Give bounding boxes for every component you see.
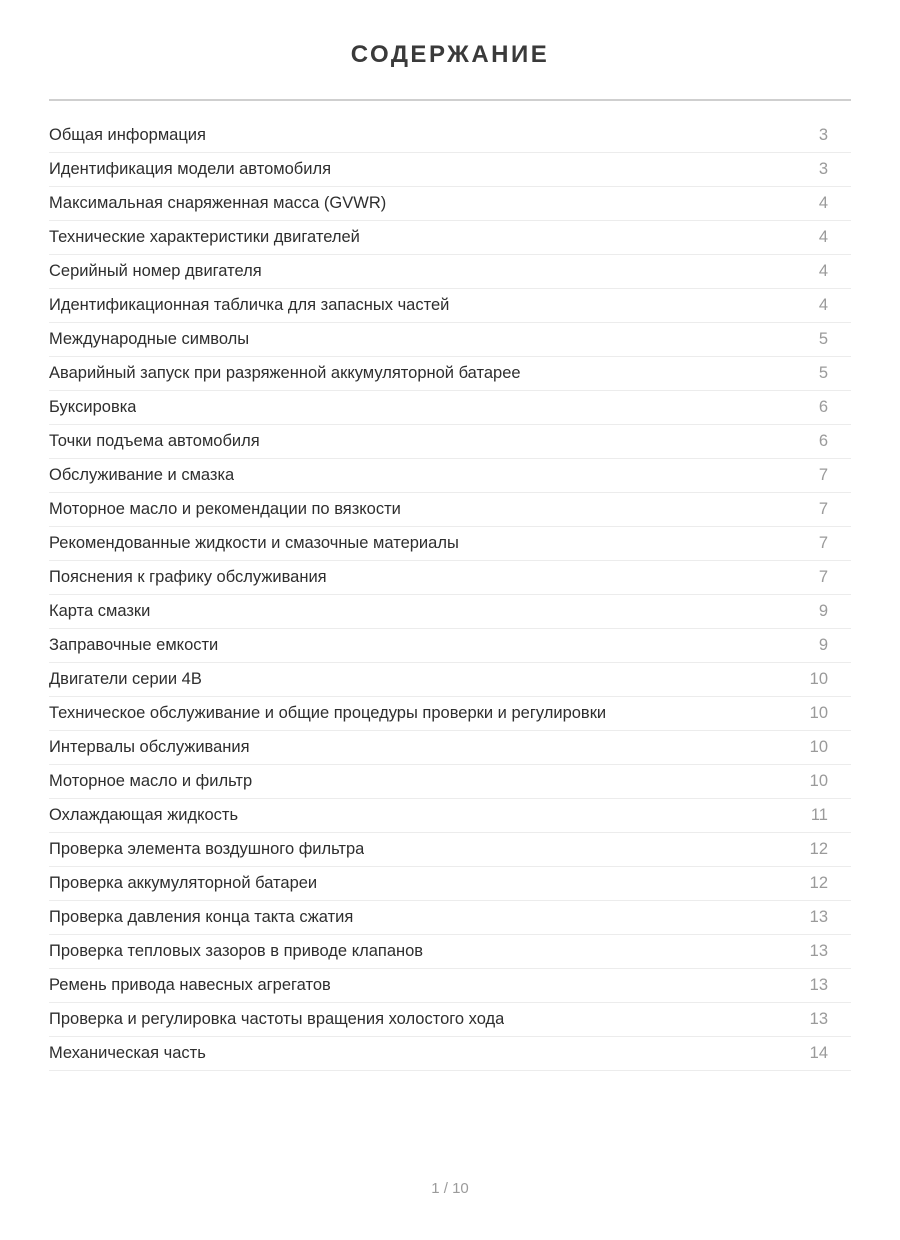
toc-entry-page: 13 <box>809 976 828 994</box>
toc-row[interactable] <box>49 119 851 153</box>
toc-entry-title: Механическая часть <box>49 1044 206 1062</box>
toc-entry-title: Проверка элемента воздушного фильтра <box>49 840 365 858</box>
toc-row[interactable] <box>49 391 851 425</box>
toc-entry-page: 12 <box>809 840 828 858</box>
toc-entry-page: 7 <box>818 500 828 518</box>
toc-row[interactable] <box>49 289 851 323</box>
toc-entry-page: 10 <box>809 772 828 790</box>
toc-entry-page: 13 <box>809 1010 828 1028</box>
toc-entry-title: Технические характеристики двигателей <box>49 228 360 246</box>
toc-entry-page: 10 <box>809 738 828 756</box>
toc-entry-page: 9 <box>818 636 828 654</box>
toc-row[interactable] <box>49 221 851 255</box>
toc-row[interactable] <box>49 153 851 187</box>
toc-entry-page: 10 <box>809 704 828 722</box>
toc-entry-page: 12 <box>809 874 828 892</box>
toc-entry-title: Проверка давления конца такта сжатия <box>49 908 354 926</box>
toc-row[interactable] <box>49 1037 851 1071</box>
toc-entry-page: 4 <box>818 262 828 280</box>
toc-entry-title: Охлаждающая жидкость <box>49 806 239 824</box>
toc-entry-title: Техническое обслуживание и общие процедуры проверки и регулировки <box>49 704 607 722</box>
toc-entry-title: Интервалы обслуживания <box>49 738 250 756</box>
toc-entry-title: Буксировка <box>49 398 137 416</box>
toc-row[interactable] <box>49 595 851 629</box>
toc-entry-page: 4 <box>818 194 828 212</box>
toc-entry-page: 10 <box>809 670 828 688</box>
toc-row[interactable] <box>49 561 851 595</box>
toc-entry-title: Общая информация <box>49 126 206 144</box>
toc-entry-page: 13 <box>809 942 828 960</box>
toc-row[interactable] <box>49 493 851 527</box>
toc-row[interactable] <box>49 323 851 357</box>
toc-entry-page: 3 <box>818 126 828 144</box>
title-divider <box>49 99 851 101</box>
toc-entry-page: 7 <box>818 568 828 586</box>
toc-row[interactable] <box>49 765 851 799</box>
toc-row[interactable] <box>49 629 851 663</box>
toc-entry-title: Аварийный запуск при разряженной аккумуляторной батарее <box>49 364 521 382</box>
toc-entry-page: 6 <box>818 432 828 450</box>
toc-entry-title: Моторное масло и фильтр <box>49 772 253 790</box>
toc-entry-title: Ремень привода навесных агрегатов <box>49 976 331 994</box>
toc-entry-page: 4 <box>818 296 828 314</box>
toc-entry-page: 6 <box>818 398 828 416</box>
page-indicator: 1 / 10 <box>431 1180 469 1197</box>
toc-entry-page: 7 <box>818 534 828 552</box>
toc-list <box>49 119 851 1071</box>
toc-entry-title: Проверка тепловых зазоров в приводе клапанов <box>49 942 424 960</box>
toc-row[interactable] <box>49 255 851 289</box>
toc-entry-title: Идентификационная табличка для запасных частей <box>49 296 450 314</box>
toc-row[interactable] <box>49 425 851 459</box>
toc-entry-page: 14 <box>809 1044 828 1062</box>
toc-entry-title: Проверка аккумуляторной батареи <box>49 874 318 892</box>
page-title: СОДЕРЖАНИЕ <box>350 41 550 68</box>
toc-entry-title: Максимальная снаряженная масса (GVWR) <box>49 194 387 212</box>
toc-entry-page: 3 <box>818 160 828 178</box>
toc-entry-page: 5 <box>818 364 828 382</box>
toc-entry-page: 11 <box>810 806 828 824</box>
toc-row[interactable] <box>49 969 851 1003</box>
document-page <box>0 40 900 1240</box>
toc-row[interactable] <box>49 833 851 867</box>
toc-entry-title: Точки подъема автомобиля <box>49 432 260 450</box>
toc-row[interactable] <box>49 187 851 221</box>
toc-entry-title: Рекомендованные жидкости и смазочные материалы <box>49 534 459 552</box>
toc-row[interactable] <box>49 357 851 391</box>
toc-entry-page: 7 <box>818 466 828 484</box>
toc-row[interactable] <box>49 459 851 493</box>
toc-row[interactable] <box>49 867 851 901</box>
toc-entry-title: Серийный номер двигателя <box>49 262 262 280</box>
toc-entry-title: Обслуживание и смазка <box>49 466 235 484</box>
toc-row[interactable] <box>49 697 851 731</box>
toc-entry-title: Двигатели серии 4B <box>49 670 202 688</box>
toc-entry-page: 4 <box>818 228 828 246</box>
toc-row[interactable] <box>49 527 851 561</box>
toc-entry-title: Карта смазки <box>49 602 151 620</box>
toc-entry-title: Международные символы <box>49 330 250 348</box>
toc-row[interactable] <box>49 731 851 765</box>
toc-row[interactable] <box>49 935 851 969</box>
toc-entry-page: 13 <box>809 908 828 926</box>
toc-entry-title: Моторное масло и рекомендации по вязкости <box>49 500 401 518</box>
toc-row[interactable] <box>49 901 851 935</box>
toc-entry-page: 9 <box>818 602 828 620</box>
toc-entry-title: Заправочные емкости <box>49 636 219 654</box>
toc-row[interactable] <box>49 663 851 697</box>
toc-row[interactable] <box>49 1003 851 1037</box>
toc-entry-title: Пояснения к графику обслуживания <box>49 568 327 586</box>
toc-row[interactable] <box>49 799 851 833</box>
toc-entry-page: 5 <box>818 330 828 348</box>
toc-entry-title: Идентификация модели автомобиля <box>49 160 332 178</box>
toc-entry-title: Проверка и регулировка частоты вращения холостого хода <box>49 1010 505 1028</box>
